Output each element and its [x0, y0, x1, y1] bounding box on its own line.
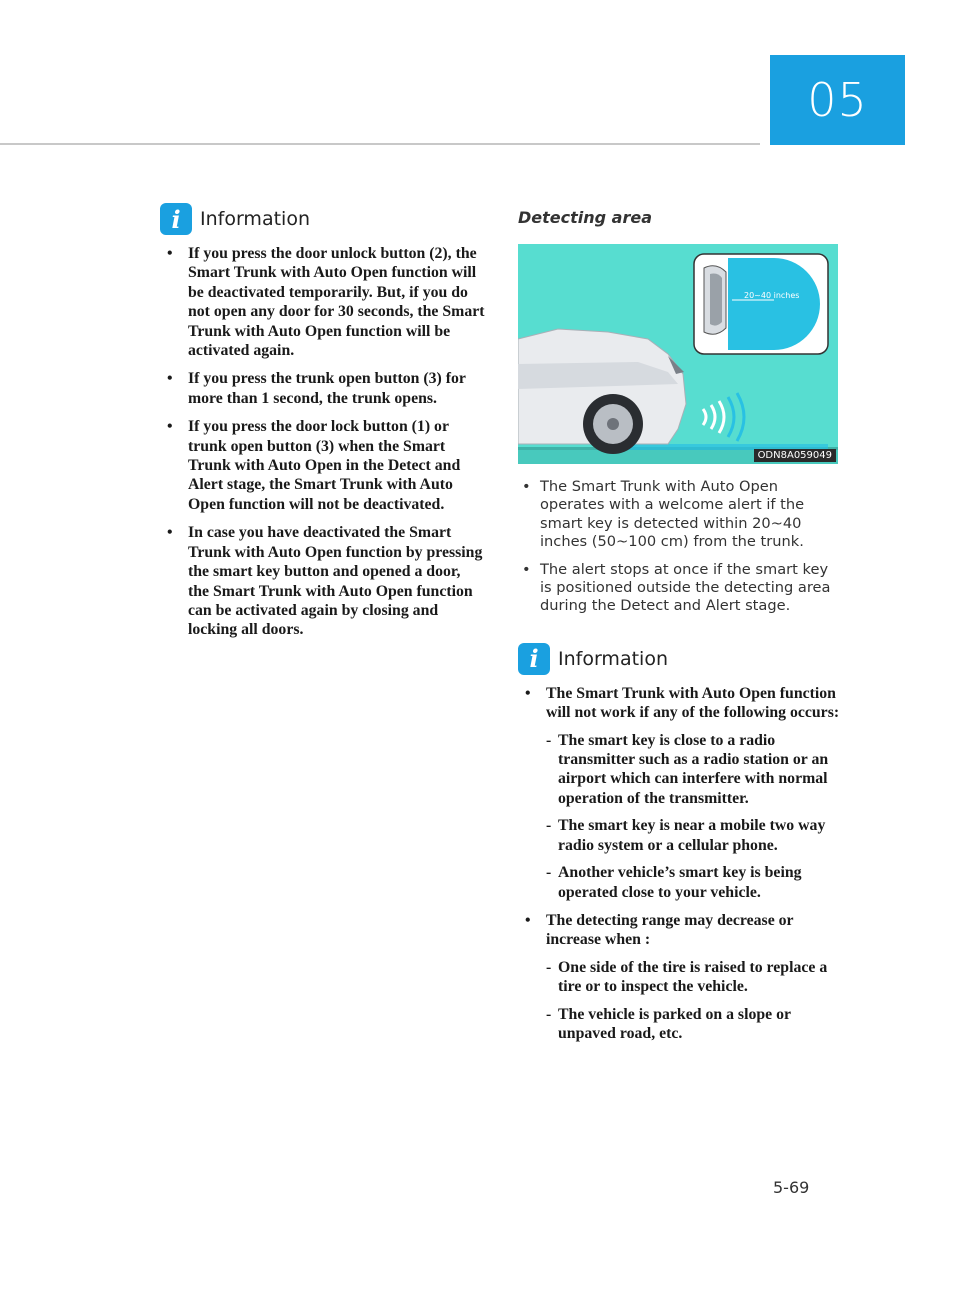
list-item: • In case you have deactivated the Smart Trunk with Auto Open function by pressing the smart key button and opened a door, the Smart Trunk with Auto Open function can be activated again by closing and locking all doors.: [160, 523, 485, 639]
list-item: • The alert stops at once if the smart key is positioned outside the detecting area during the Detect and Alert stage.: [518, 561, 843, 616]
figure-code: ODN8A059049: [754, 449, 836, 462]
list-item: [518, 911, 843, 1043]
list-item: • The Smart Trunk with Auto Open operates with a welcome alert if the smart key is detected within 20~40 inches (50~100 cm) from the trunk.: [518, 478, 843, 552]
page-number: 5-69: [773, 1178, 810, 1197]
sub-item: - The smart key is near a mobile two way radio system or a cellular phone.: [546, 816, 843, 855]
left-column: [160, 200, 485, 649]
sub-item: - The vehicle is parked on a slope or unpaved road, etc.: [546, 1005, 843, 1044]
info-block: [518, 640, 843, 1044]
list-item: [518, 684, 843, 902]
info-header: [160, 200, 485, 238]
detecting-list: [518, 478, 843, 616]
list-item-text: The Smart Trunk with Auto Open function will not work if any of the following occurs:: [546, 684, 840, 722]
info-header: [518, 640, 843, 678]
sub-item: - One side of the tire is raised to replace a tire or to inspect the vehicle.: [546, 958, 843, 997]
chapter-tab: 05: [770, 55, 905, 145]
list-item: • If you press the door unlock button (2), the Smart Trunk with Auto Open function will be deactivated temporarily. But, if you do not open any door for 30 seconds, the Smart Trunk with Auto Open function will be activated again.: [160, 244, 485, 360]
list-item: • If you press the trunk open button (3) for more than 1 second, the trunk opens.: [160, 369, 485, 408]
figure-distance-label: 20~40 inches: [744, 291, 800, 300]
list-item-text: The detecting range may decrease or increase when :: [546, 911, 794, 949]
info-icon: i: [160, 203, 192, 235]
right-column: [518, 200, 843, 1052]
sub-item: - The smart key is close to a radio transmitter such as a radio station or an airport which can interfere with normal operation of the transmitter.: [546, 731, 843, 809]
section-title: Detecting area: [518, 208, 652, 227]
detecting-area-figure: [518, 244, 838, 464]
sub-item: - Another vehicle’s smart key is being operated close to your vehicle.: [546, 863, 843, 902]
sub-list: [546, 958, 843, 1044]
car-illustration: [518, 244, 838, 464]
info-title: Information: [558, 647, 668, 670]
list-item: • If you press the door lock button (1) or trunk open button (3) when the Smart Trunk with Auto Open in the Detect and Alert stage, the Smart Trunk with Auto Open function will not be deactivated.: [160, 417, 485, 514]
info-title: Information: [200, 208, 310, 230]
info-list: [518, 684, 843, 1044]
info-list: [160, 244, 485, 640]
info-icon: i: [518, 643, 550, 675]
header-rule: [0, 143, 760, 145]
sub-list: [546, 731, 843, 902]
